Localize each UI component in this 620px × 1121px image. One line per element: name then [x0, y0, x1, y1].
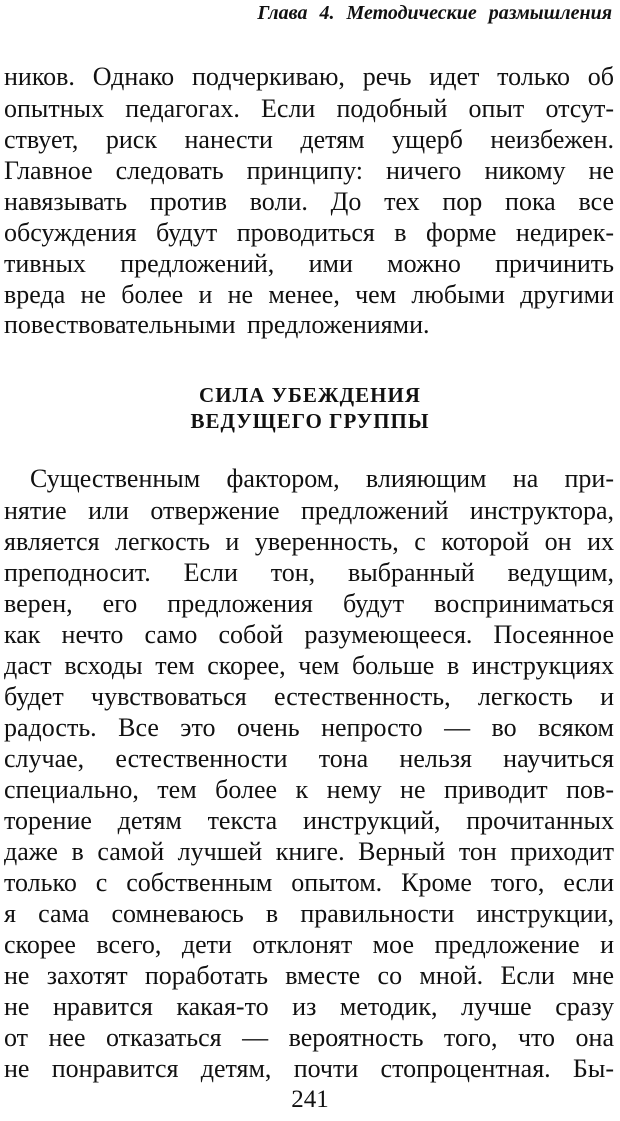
page-number: 241	[291, 1086, 329, 1113]
running-head: Глава 4. Методические размышления	[257, 2, 612, 24]
text-line: специально, тем более к нему не приводит пов-	[4, 775, 614, 804]
text-line: нятие или отвержение предложений инструктора,	[4, 496, 614, 525]
text-line: опытных педагогах. Если подобный опыт отсут-	[4, 94, 614, 123]
text-line: скорее всего, дети отклонят мое предложение и	[4, 930, 614, 959]
text-line: даже в самой лучшей книге. Верный тон приходит	[4, 837, 614, 866]
text-line: случае, естественности тона нельзя научиться	[4, 744, 614, 773]
text-line: Главное следовать принципу: ничего никому не	[4, 156, 614, 185]
text-line: является легкость и уверенность, с которой он их	[4, 527, 614, 556]
text-line: даст всходы тем скорее, чем больше в инструкциях	[4, 651, 614, 680]
text-line: торение детям текста инструкций, прочитанных	[4, 806, 614, 835]
text-line: будет чувствоваться естественность, легкость и	[4, 682, 614, 711]
section-heading-line-2: ВЕДУЩЕГО ГРУППЫ	[190, 409, 430, 433]
text-line: радость. Все это очень непросто — во всяком	[4, 713, 614, 742]
text-line: Существенным фактором, влияющим на при-	[30, 464, 614, 493]
text-line: не понравится детям, почти стопроцентная. Бы-	[4, 1054, 614, 1083]
text-line: верен, его предложения будут восприниматься	[4, 589, 614, 618]
text-line: не нравится какая-то из методик, лучше сразу	[4, 992, 614, 1021]
text-line: тивных предложений, ими можно причинить	[4, 249, 614, 278]
text-line: преподносит. Если тон, выбранный ведущим,	[4, 558, 614, 587]
text-line: только с собственным опытом. Кроме того, если	[4, 868, 614, 897]
text-line: как нечто само собой разумеющееся. Посеянное	[4, 620, 614, 649]
text-line: не захотят поработать вместе со мной. Если мне	[4, 961, 614, 990]
text-line: от нее отказаться — вероятность того, что она	[4, 1023, 614, 1052]
text-line: повествовательными предложениями.	[4, 310, 430, 339]
text-line: обсуждения будут проводиться в форме недирек-	[4, 218, 614, 247]
text-line: ников. Однако подчеркиваю, речь идет только об	[4, 62, 614, 91]
text-line: я сама сомневаюсь в правильности инструкции,	[4, 899, 614, 928]
text-line: вреда не более и не менее, чем любыми другими	[4, 280, 614, 309]
text-line: ствует, риск нанести детям ущерб неизбежен.	[4, 125, 614, 154]
section-heading-line-1: СИЛА УБЕЖДЕНИЯ	[199, 383, 421, 407]
text-line: навязывать против воли. До тех пор пока все	[4, 187, 614, 216]
